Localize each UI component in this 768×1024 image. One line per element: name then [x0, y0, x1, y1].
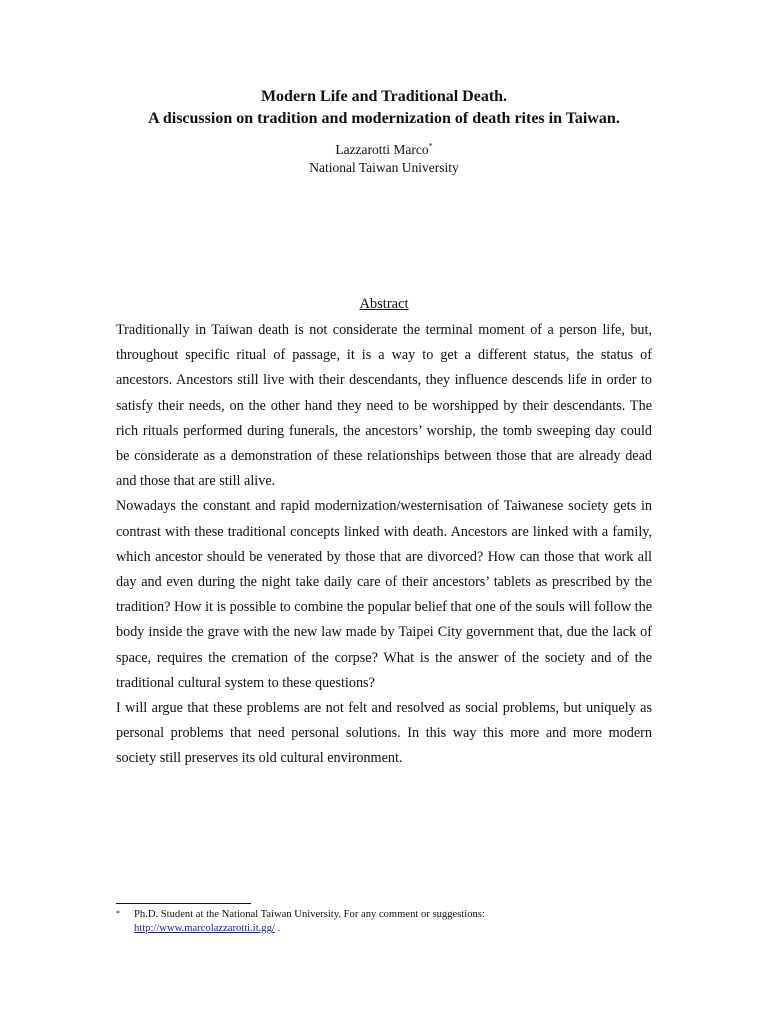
footnote-link[interactable]: http://www.marcolazzarotti.it.gg/	[134, 923, 275, 934]
title-block	[0, 86, 768, 130]
footnote	[116, 908, 656, 936]
abstract-paragraph: Traditionally in Taiwan death is not considerate the terminal moment of a person life, but, throughout specific ritual of passage, it is a way to get a different status, the status of ancestors. Ancestors still live with their descendants, they influence descends life in order to satisfy their needs, on the other hand they need to be worshipped by their descendants. The rich rituals performed during funerals, the ancestors’ worship, the tomb sweeping day could be considerate as a demonstration of these relationships between those that are already dead and those that are still alive.	[116, 322, 652, 490]
author-affiliation: National Taiwan University	[309, 160, 459, 175]
author-line	[0, 141, 768, 159]
author-name: Lazzarotti Marco	[335, 142, 429, 157]
footnote-marker: *	[116, 909, 120, 918]
abstract-heading: Abstract	[359, 296, 409, 312]
footnote-separator	[116, 903, 251, 904]
paper-subtitle: A discussion on tradition and modernization of death rites in Taiwan.	[148, 110, 620, 127]
footnote-text: Ph.D. Student at the National Taiwan University. For any comment or suggestions:	[134, 909, 485, 920]
author-block	[0, 141, 768, 177]
footnote-trailing: .	[274, 923, 281, 934]
abstract-paragraph: Nowadays the constant and rapid modernization/westernisation of Taiwanese society gets in contrast with these traditional concepts linked with death. Ancestors are linked with a family, which ancestor should be venerated by those that are divorced? How can those that work all day and even during the night take daily care of their ancestors’ tablets as prescribed by the tradition? How it is possible to combine the popular belief that one of the souls will follow the body inside the grave with the new law made by Taipei City government that, due the lack of space, requires the cremation of the corpse? What is the answer of the society and of the traditional cultural system to these questions?	[116, 498, 652, 691]
footnote-text-block	[134, 908, 656, 936]
author-footnote-marker: *	[428, 141, 433, 151]
paper-title: Modern Life and Traditional Death.	[260, 88, 508, 105]
abstract-paragraph: I will argue that these problems are not felt and resolved as social problems, but uniquely as personal problems that need personal solutions. In this way this more and more modern society still preserves its old cultural environment.	[116, 700, 652, 767]
abstract-body	[116, 318, 652, 772]
